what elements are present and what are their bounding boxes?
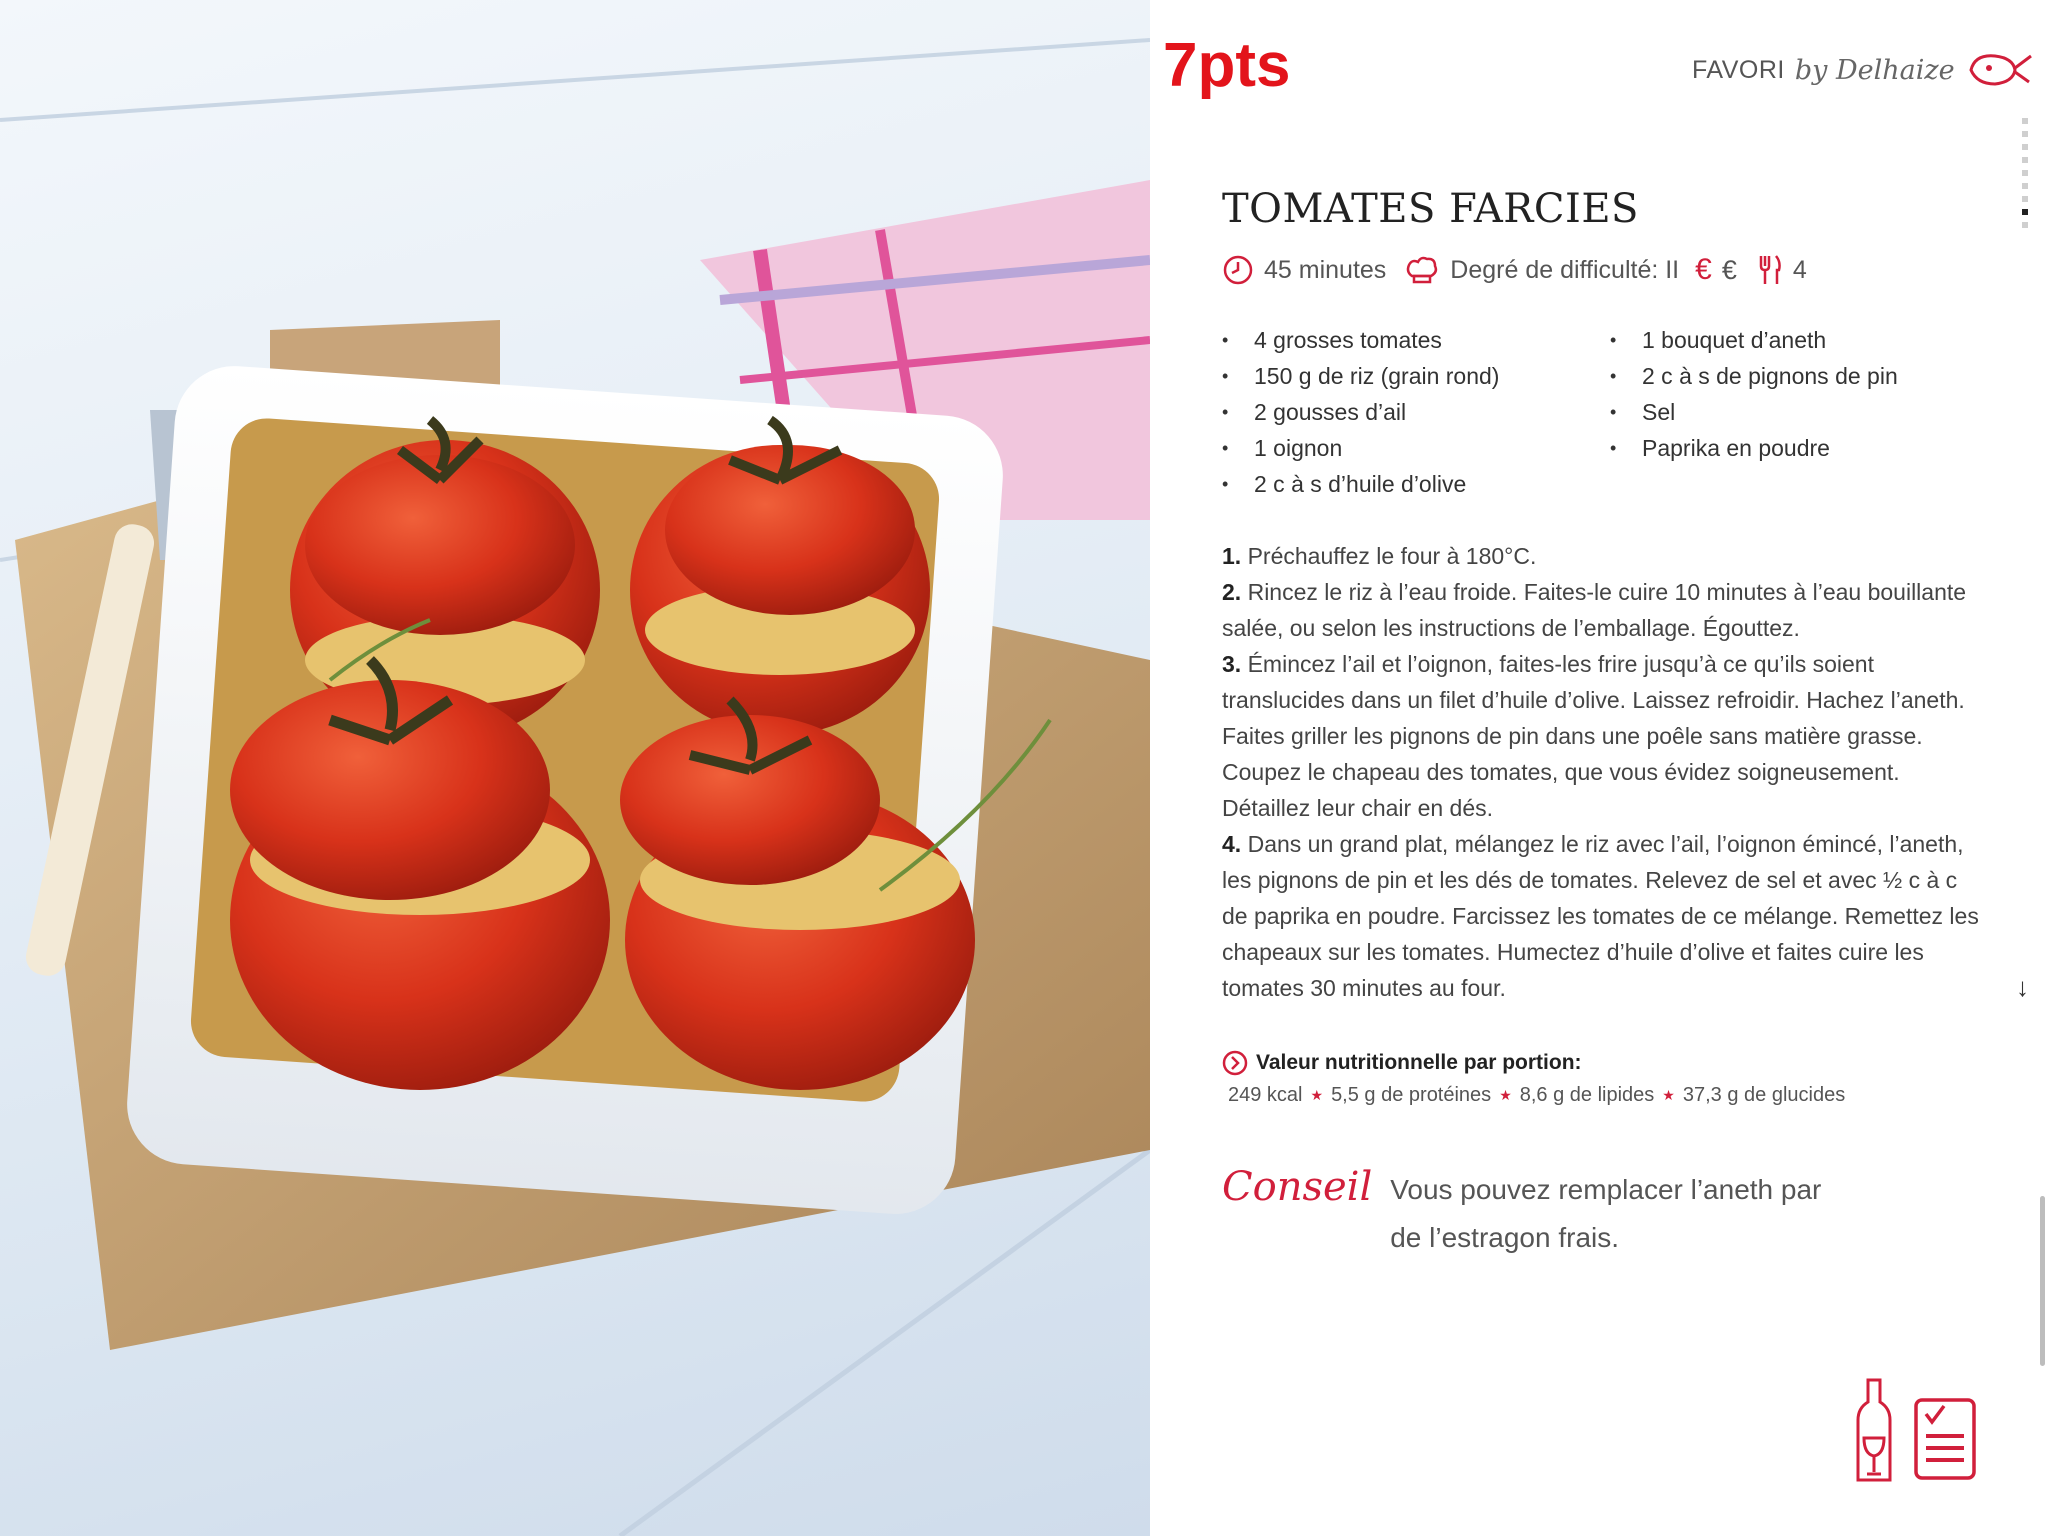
clock-icon <box>1222 254 1254 286</box>
ingredient-item: • Sel <box>1610 394 1998 430</box>
nutrition-values <box>1222 1084 2002 1107</box>
tip-text: Vous pouvez remplacer l’aneth par de l’estragon frais. <box>1390 1174 1822 1253</box>
wine-bottle-icon[interactable] <box>1852 1376 1896 1486</box>
nutrition-heading: Valeur nutritionnelle par portion: <box>1256 1051 1582 1074</box>
price-level-inactive: € <box>1721 254 1737 285</box>
step-4: 4. Dans un grand plat, mélangez le riz avec l’ail, l’oignon émincé, l’aneth, les pignons de pin et les dés de tomates. Relevez de sel et avec ½ c à c de paprika en poudre. Farcissez les tomates de ce mélange. Remettez les chapeaux sur les tomates. Humectez d’huile d’olive et faites cuire les tomates 30 minutes au four. <box>1222 831 1979 1001</box>
delhaize-lion-logo <box>1965 48 2035 92</box>
price-level-active: € <box>1695 253 1712 286</box>
separator-star: ★ <box>1662 1087 1675 1103</box>
page-dot[interactable] <box>2022 118 2028 124</box>
step-2: 2. Rincez le riz à l’eau froide. Faites-le cuire 10 minutes à l’eau bouillante salée, ou selon les instructions de l’emballage. Égouttez. <box>1222 579 1967 641</box>
difficulty: Degré de difficulté: II <box>1450 255 1680 284</box>
ingredient-item: • 2 gousses d’ail <box>1222 394 1610 430</box>
arrow-circle-icon <box>1222 1050 1248 1076</box>
page-dot[interactable] <box>2022 157 2028 163</box>
brand-by-delhaize: by Delhaize <box>1794 54 1955 86</box>
tip-label: Conseil <box>1222 1164 1373 1210</box>
page-dot[interactable] <box>2022 183 2028 189</box>
nutrition-heading-row <box>1222 1050 2002 1076</box>
brand-header <box>1692 42 2035 98</box>
page-dot-active[interactable] <box>2022 209 2028 215</box>
ingredient-item: • 1 oignon <box>1222 430 1610 466</box>
prep-time: 45 minutes <box>1264 255 1387 284</box>
chef-hat-icon <box>1404 254 1440 286</box>
ingredient-item: • 150 g de riz (grain rond) <box>1222 358 1610 394</box>
page-dot[interactable] <box>2022 144 2028 150</box>
shopping-list-icon[interactable] <box>1912 1394 1978 1484</box>
nutrition-kcal: 249 kcal <box>1228 1084 1303 1106</box>
page-indicator[interactable] <box>2020 118 2030 235</box>
ingredient-item: • 2 c à s d’huile d’olive <box>1222 466 1610 502</box>
ingredients-column-left <box>1222 322 1610 502</box>
servings: 4 <box>1792 255 1807 284</box>
nutrition-carbs: 37,3 g de glucides <box>1682 1084 1846 1106</box>
cutlery-icon <box>1757 254 1783 286</box>
ingredient-item: • 2 c à s de pignons de pin <box>1610 358 1998 394</box>
ingredient-item: • Paprika en poudre <box>1610 430 1998 466</box>
step-3: 3. Émincez l’ail et l’oignon, faites-les frire jusqu’à ce qu’ils soient translucides dans un filet d’huile d’olive. Laissez refroidir. Hachez l’aneth. Faites griller les pignons de pin dans une poêle sans matière grasse. Coupez le chapeau des tomates, que vous évidez soigneusement. Détaillez leur chair en dés. <box>1222 651 1965 821</box>
separator-star: ★ <box>1310 1087 1324 1103</box>
step-1: 1. Préchauffez le four à 180°C. <box>1222 543 1537 569</box>
tip-section <box>1222 1164 1842 1262</box>
nutrition-proteins: 5,5 g de protéines <box>1331 1084 1492 1106</box>
nutrition-section <box>1222 1050 2002 1107</box>
recipe-meta <box>1222 250 1807 290</box>
ingredient-item: • 1 bouquet d’aneth <box>1610 322 1998 358</box>
points-badge: 7pts <box>1163 31 1291 100</box>
page-dot[interactable] <box>2022 131 2028 137</box>
separator-star: ★ <box>1499 1087 1512 1103</box>
page-dot[interactable] <box>2022 222 2028 228</box>
scrollbar[interactable] <box>2040 1196 2045 1366</box>
scroll-down-arrow-icon[interactable]: ↓ <box>2016 972 2029 1002</box>
nutrition-lipids: 8,6 g de lipides <box>1519 1084 1655 1106</box>
brand-favori: FAVORI <box>1692 55 1785 84</box>
ingredients-column-right <box>1610 322 1998 502</box>
page-dot[interactable] <box>2022 170 2028 176</box>
page-dot[interactable] <box>2022 196 2028 202</box>
ingredients-list <box>1222 322 2002 502</box>
preparation-steps <box>1222 538 1982 1006</box>
action-icons <box>1852 1376 1978 1486</box>
recipe-title: TOMATES FARCIES <box>1222 186 1639 232</box>
ingredient-item: • 4 grosses tomates <box>1222 322 1610 358</box>
